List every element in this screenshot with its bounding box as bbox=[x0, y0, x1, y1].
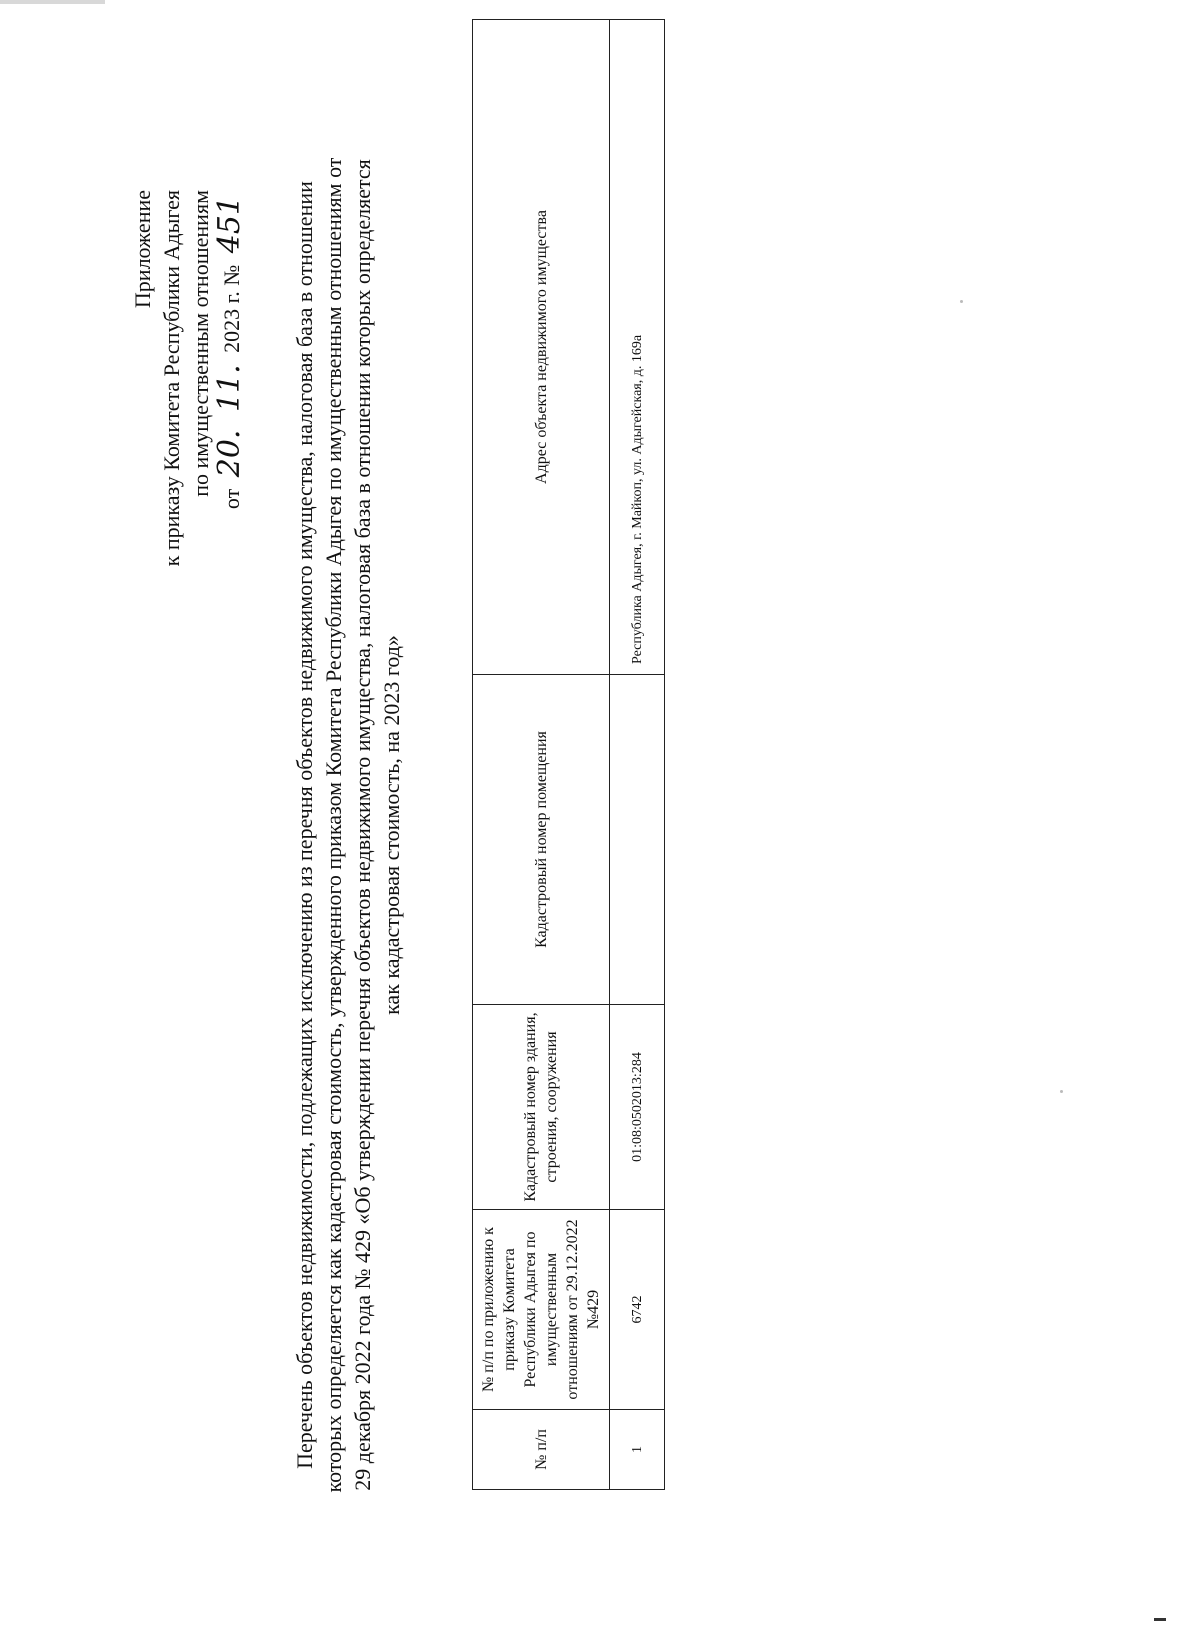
property-table bbox=[472, 19, 665, 1490]
scan-speck bbox=[960, 300, 963, 303]
handwritten-order-number: 451 bbox=[212, 196, 247, 254]
date-year: 2023 г. № bbox=[219, 264, 244, 353]
table-row bbox=[610, 20, 665, 1490]
scan-speck bbox=[1060, 1090, 1063, 1093]
col-header-room-cadastral: Кадастровый номер помещения bbox=[473, 675, 610, 1005]
appendix-header bbox=[128, 190, 246, 810]
handwritten-month: 11. bbox=[212, 364, 247, 413]
document-title: Перечень объектов недвижимости, подлежащих исключению из перечня объектов недвижимого имущества, налоговая база в отношении которых определяется как кадастровая стоимость, утвержденного приказом Комитета Республики Адыгея по имущественным отношениям от 29 декабря 2022 года № 429 «Об утверждении перечня объектов недвижимого имущества, налоговая база в отношении которых определяется как кадастровая стоимость, на 2023 год» bbox=[292, 157, 404, 1493]
cell-building-cadastral: 01:08:0502013:284 bbox=[610, 1005, 665, 1210]
col-header-index: № п/п bbox=[473, 1410, 610, 1490]
cell-ref-index: 6742 bbox=[610, 1210, 665, 1410]
col-header-building-cadastral: Кадастровый номер здания, строения, сооружения bbox=[473, 1005, 610, 1210]
scan-mark bbox=[1154, 1618, 1166, 1621]
date-prefix: от bbox=[219, 488, 244, 510]
cell-index: 1 bbox=[610, 1410, 665, 1490]
col-header-ref-index: № п/п по приложению к приказу Комитета Республики Адыгея по имущественным отношениям от 29.12.2022 №429 bbox=[473, 1210, 610, 1410]
appendix-label: Приложение bbox=[130, 190, 155, 309]
appendix-date-line bbox=[212, 190, 247, 810]
cell-address: Республика Адыгея, г. Майкоп, ул. Адыгейская, д. 169а bbox=[610, 20, 665, 675]
handwritten-day: 20. bbox=[212, 429, 247, 478]
col-header-address: Адрес объекта недвижимого имущества bbox=[473, 20, 610, 675]
appendix-order-ref: к приказу Комитета Республики Адыгея bbox=[159, 190, 184, 567]
appendix-committee: по имущественным отношениям bbox=[188, 190, 213, 497]
cell-room-cadastral bbox=[610, 675, 665, 1005]
table-header-row bbox=[473, 20, 610, 1490]
